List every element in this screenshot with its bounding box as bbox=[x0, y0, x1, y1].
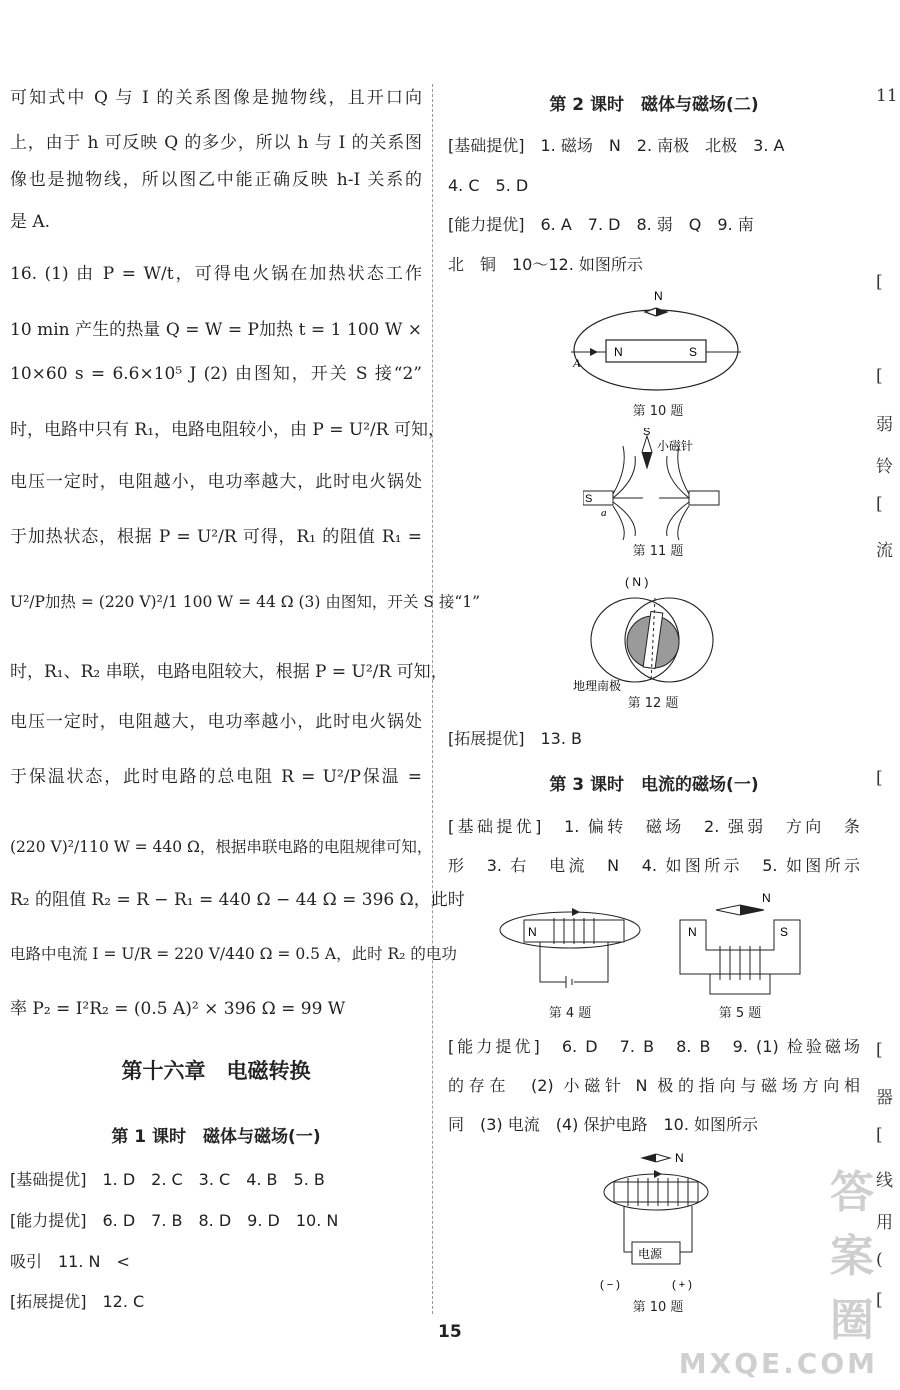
edge-text: 流 bbox=[876, 541, 893, 561]
answer-line: [基础提优] 1. 磁场 N 2. 南极 北极 3. A bbox=[448, 136, 785, 155]
edge-text: [ bbox=[876, 1125, 883, 1145]
left-text-line: 像也是抛物线，所以图乙中能正确反映 h-I 关系的 bbox=[10, 170, 422, 190]
fig10-label: A bbox=[573, 356, 581, 370]
fig11-label: a bbox=[601, 507, 607, 519]
left-text-line: 电路中电流 I = U/R = 220 V/440 Ω = 0.5 A，此时 R₂ 的电功 bbox=[10, 945, 457, 963]
edge-text: 用 bbox=[876, 1213, 893, 1233]
edge-text: [ bbox=[876, 272, 883, 292]
fig11-label: 小磁针 bbox=[657, 439, 694, 453]
left-text-line: 电压一定时，电阻越小，电功率越大，此时电火锅处 bbox=[10, 472, 422, 492]
figure-q4 bbox=[496, 890, 644, 1020]
column-divider bbox=[432, 84, 433, 1314]
edge-text: [ bbox=[876, 494, 883, 514]
left-text-line: 电压一定时，电阻越大，电功率越小，此时电火锅处 bbox=[10, 712, 422, 732]
left-text-line: 10×60 s = 6.6×10⁵ J (2) 由图知，开关 S 接“2” bbox=[10, 364, 422, 384]
left-text-line: 时，电路中只有 R₁，电路电阻较小，由 P = U²/R 可知， bbox=[10, 420, 445, 440]
answer-line: 4. C 5. D bbox=[448, 176, 529, 195]
fig10-label: N bbox=[614, 345, 623, 359]
fig11-label: S bbox=[585, 493, 593, 505]
figure-caption: 第 10 题 bbox=[632, 404, 684, 419]
figure-caption: 第 12 题 bbox=[627, 696, 679, 711]
edge-text: [ bbox=[876, 768, 883, 788]
answer-line: [能力提优] 6. A 7. D 8. 弱 Q 9. 南 bbox=[448, 215, 754, 234]
answer-line: [能力提优] 6. D 7. B 8. B 9. (1) 检验磁场 bbox=[448, 1037, 860, 1056]
fig5-label: S bbox=[780, 925, 789, 939]
earth-magnetic-field-diagram bbox=[573, 570, 733, 692]
fig10b-label: ( − ) bbox=[600, 1279, 620, 1291]
fig12-label: ( N ) bbox=[625, 575, 649, 589]
watermark-logo-text: 答案圈 bbox=[830, 1167, 876, 1346]
figure-q10 bbox=[553, 288, 763, 420]
fig12-label: 地理南极 bbox=[573, 679, 622, 692]
fig10-label: N bbox=[654, 289, 663, 303]
left-text-line: 上，由于 h 可反映 Q 的多少，所以 h 与 I 的关系图 bbox=[10, 133, 422, 153]
answer-line: [基础提优] 1. D 2. C 3. C 4. B 5. B bbox=[10, 1170, 325, 1189]
electromagnet-circuit-diagram bbox=[598, 1148, 718, 1296]
figure-q5 bbox=[676, 890, 804, 1020]
figure-caption: 第 5 题 bbox=[718, 1006, 762, 1021]
u-shaped-electromagnet-diagram bbox=[676, 890, 804, 1000]
fig11-label: S bbox=[643, 428, 651, 438]
edge-text: [ bbox=[876, 1040, 883, 1060]
cropped-next-column bbox=[876, 0, 900, 1390]
figure-q12 bbox=[573, 570, 733, 712]
answer-line: [拓展提优] 12. C bbox=[10, 1292, 145, 1311]
answer-line: 同 (3) 电流 (4) 保护电路 10. 如图所示 bbox=[448, 1115, 759, 1134]
left-text-line: (220 V)²/110 W = 440 Ω，根据串联电路的电阻规律可知， bbox=[10, 838, 433, 856]
edge-text: 铃 bbox=[876, 457, 893, 477]
edge-text: 弱 bbox=[876, 415, 893, 435]
figure-caption: 第 11 题 bbox=[632, 544, 684, 559]
solenoid-diagram bbox=[496, 890, 644, 1000]
like-poles-field-diagram bbox=[583, 428, 733, 540]
answer-line: 吸引 11. N < bbox=[10, 1252, 130, 1271]
answer-line: [拓展提优] 13. B bbox=[448, 729, 582, 748]
edge-text: 器 bbox=[876, 1088, 893, 1108]
chapter-title: 第十六章 电磁转换 bbox=[121, 1059, 311, 1083]
left-text-line: 是 A. bbox=[10, 212, 51, 232]
page-number: 15 bbox=[438, 1322, 462, 1342]
lesson-title: 第 3 课时 电流的磁场(一) bbox=[549, 775, 759, 795]
edge-text: 线 bbox=[876, 1171, 893, 1191]
left-text-line: 率 P₂ = I²R₂ = (0.5 A)² × 396 Ω = 99 W bbox=[10, 999, 346, 1019]
watermark-url: MXQE.COM bbox=[678, 1347, 878, 1380]
left-text-line: 于保温状态，此时电路的总电阻 R = U²/P保温 = bbox=[10, 767, 422, 787]
figure-q10-circuit bbox=[598, 1148, 718, 1316]
fig4-label: N bbox=[528, 925, 537, 939]
fig10-label: S bbox=[689, 345, 698, 359]
left-text-line: 于加热状态，根据 P = U²/R 可得，R₁ 的阻值 R₁ = bbox=[10, 527, 422, 547]
left-text-line: 可知式中 Q 与 I 的关系图像是抛物线，且开口向 bbox=[10, 88, 422, 108]
left-text-line: 10 min 产生的热量 Q = W = P加热 t = 1 100 W × bbox=[10, 320, 422, 340]
edge-text: ( bbox=[876, 1250, 883, 1270]
answer-line: 北 铜 10～12. 如图所示 bbox=[448, 255, 643, 274]
figure-q11 bbox=[583, 428, 733, 562]
fig5-label: N bbox=[762, 891, 771, 905]
fig5-label: N bbox=[688, 925, 697, 939]
left-text-line: 16. (1) 由 P = W/t，可得电火锅在加热状态工作 bbox=[10, 264, 422, 284]
answer-line: 形 3. 右 电流 N 4. 如图所示 5. 如图所示 bbox=[448, 856, 860, 875]
figure-caption: 第 10 题 bbox=[632, 1300, 684, 1315]
fig10b-label: 电源 bbox=[638, 1247, 663, 1261]
left-text-line: U²/P加热 = (220 V)²/1 100 W = 44 Ω (3) 由图知，开关 S 接“1” bbox=[10, 593, 481, 611]
answer-line: 的存在 (2) 小磁针 N 极的指向与磁场方向相 bbox=[448, 1076, 860, 1095]
answer-line: [基础提优] 1. 偏转 磁场 2. 强弱 方向 条 bbox=[448, 817, 860, 836]
lesson-title: 第 1 课时 磁体与磁场(一) bbox=[111, 1127, 321, 1147]
bar-magnet-field-diagram bbox=[553, 288, 763, 398]
edge-text: [ bbox=[876, 366, 883, 386]
edge-text: [ bbox=[876, 1290, 883, 1310]
left-text-line: 时，R₁、R₂ 串联，电路电阻较大，根据 P = U²/R 可知， bbox=[10, 662, 448, 682]
fig10b-label: ( + ) bbox=[672, 1279, 692, 1291]
edge-text: 11 bbox=[876, 86, 898, 106]
figure-caption: 第 4 题 bbox=[548, 1006, 592, 1021]
answer-line: [能力提优] 6. D 7. B 8. D 9. D 10. N bbox=[10, 1211, 339, 1230]
lesson-title: 第 2 课时 磁体与磁场(二) bbox=[549, 95, 759, 115]
left-text-line: R₂ 的阻值 R₂ = R − R₁ = 440 Ω − 44 Ω = 396 Ω，此时 bbox=[10, 890, 465, 910]
fig10b-label: N bbox=[675, 1151, 684, 1165]
